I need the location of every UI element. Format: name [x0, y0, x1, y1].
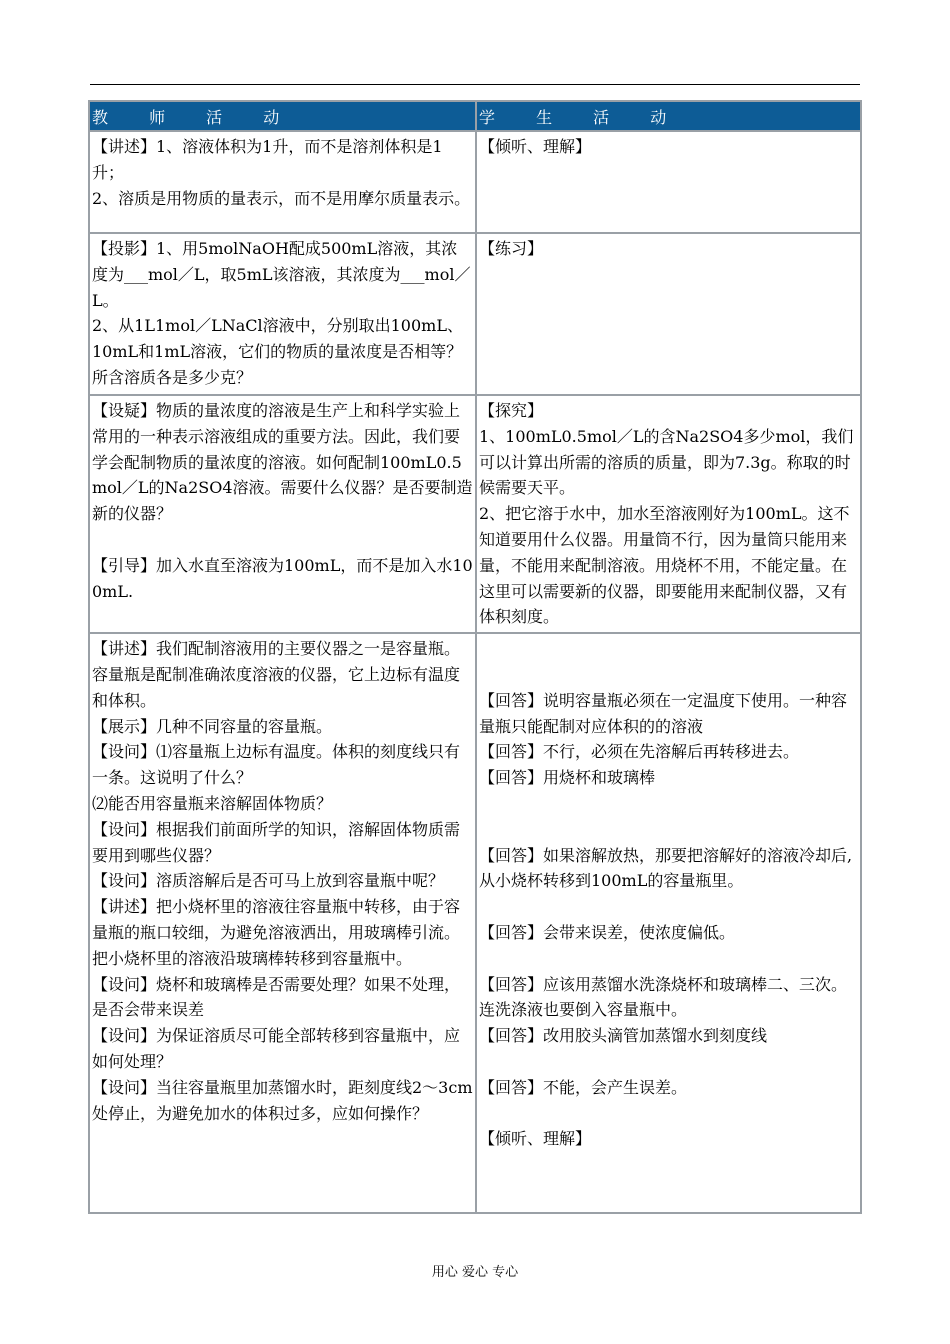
- student-paragraph: 【回答】不能，会产生误差。: [478, 1077, 687, 1097]
- teacher-activity-header: 教 师 活 动: [90, 102, 475, 130]
- teacher-paragraph: 【讲述】把小烧杯里的溶液往容量瓶中转移，由于容量瓶的瓶口较细，为避免溶液洒出，用玻璃棒引流。把小烧杯里的溶液沿玻璃棒转移到容量瓶中。: [92, 897, 461, 968]
- student-paragraph: [479, 636, 858, 662]
- student-paragraph: [479, 662, 858, 688]
- teacher-activity-cell: [90, 132, 475, 232]
- teacher-paragraph: 【引导】加入水直至溶液为100mL，而不是加入水100mL.: [92, 555, 473, 601]
- student-paragraph: [479, 894, 858, 920]
- teacher-paragraph: 【设问】烧杯和玻璃棒是否需要处理？如果不处理，是否会带来误差: [92, 974, 461, 1020]
- table-row: [90, 132, 860, 232]
- student-paragraph: [479, 1101, 858, 1127]
- student-paragraph: 【回答】用烧杯和玻璃棒: [478, 768, 655, 788]
- student-paragraph: 【回答】如果溶解放热，那要把溶解好的溶液冷却后,从小烧杯转移到100mL的容量瓶里。: [478, 845, 853, 891]
- teacher-paragraph: ⑵能否用容量瓶来溶解固体物质？: [92, 793, 333, 813]
- teacher-paragraph: 【设问】为保证溶质尽可能全部转移到容量瓶中，应如何处理？: [92, 1026, 461, 1071]
- teacher-paragraph: 【讲述】1、溶液体积为1升，而不是溶剂体积是1升；: [92, 137, 443, 182]
- teacher-paragraph: 【设问】根据我们前面所学的知识，溶解固体物质需要用到哪些仪器？: [92, 819, 461, 865]
- teacher-paragraph: 2、从1L1mol／LNaCl溶液中，分别取出100mL、10mL和1mL溶液，它们的物质的量浓度是否相等？所含溶质各是多少克？: [92, 316, 463, 387]
- top-rule: [90, 84, 860, 85]
- student-paragraph: [479, 1049, 858, 1075]
- teacher-paragraph: 【展示】几种不同容量的容量瓶。: [92, 716, 333, 736]
- teacher-paragraph: 【投影】1、用5molNaOH配成500mL溶液，其浓度为___mol／L，取5mL该溶液，其浓度为___mol／L。: [92, 239, 471, 310]
- student-paragraph: 【探究】: [478, 401, 543, 420]
- student-paragraph: 【回答】应该用蒸馏水洗涤烧杯和玻璃棒二、三次。连洗涤液也要倒入容量瓶中。: [478, 974, 847, 1020]
- teacher-paragraph: 【设问】⑴容量瓶上边标有温度。体积的刻度线只有一条。这说明了什么？: [92, 742, 461, 788]
- teacher-paragraph: 【设疑】物质的量浓度的溶液是生产上和科学实验上常用的一种表示溶液组成的重要方法。因此，我们要学会配制物质的量浓度的溶液。如何配制100mL0.5mol／L的Na2SO4溶液。需要什么仪器？是否要制造新的仪器？: [92, 401, 473, 524]
- teacher-paragraph: 【讲述】我们配制溶液用的主要仪器之一是容量瓶。容量瓶是配制准确浓度溶液的仪器，它上边标有温度和体积。: [92, 639, 461, 710]
- student-paragraph: 【回答】说明容量瓶必须在一定温度下使用。一种容量瓶只能配制对应体积的的溶液: [478, 690, 847, 736]
- student-activity-cell: [477, 234, 860, 394]
- student-activity-cell: [477, 634, 860, 1212]
- student-paragraph: [479, 791, 858, 817]
- student-activity-cell: [477, 132, 860, 232]
- table-header-row: [90, 102, 860, 130]
- student-paragraph: [479, 817, 858, 843]
- teacher-paragraph: 【设问】当往容量瓶里加蒸馏水时，距刻度线2～3cm处停止，为避免加水的体积过多，应如何操作？: [92, 1077, 473, 1123]
- student-paragraph: 2、把它溶于水中，加水至溶液刚好为100mL。这不知道要用什么仪器。用量筒不行，因为量筒只能用来量，不能用来配制溶液。用烧杯不用，不能定量。在这里可以需要新的仪器，即要能用来配制仪器，又有体积刻度。: [478, 504, 850, 627]
- student-activity-cell: [477, 396, 860, 632]
- student-paragraph: 【倾听、理解】: [478, 1129, 591, 1149]
- student-paragraph: 1、100mL0.5mol／L的含Na2SO4多少mol，我们可以计算出所需的溶质的质量，即为7.3g。称取的时候需要天平。: [478, 426, 854, 498]
- teacher-activity-cell: [90, 234, 475, 394]
- teacher-paragraph: 2、溶质是用物质的量表示，而不是用摩尔质量表示。: [92, 188, 471, 208]
- table-row: [90, 634, 860, 1212]
- student-paragraph: [479, 946, 858, 972]
- teacher-paragraph: 【设问】溶质溶解后是否可马上放到容量瓶中呢？: [92, 871, 445, 891]
- student-paragraph: 【练习】: [478, 239, 543, 258]
- teacher-activity-cell: [90, 634, 475, 1212]
- teacher-activity-cell: [90, 396, 475, 632]
- student-activity-header: 学 生 活 动: [477, 102, 860, 130]
- table-row: [90, 396, 860, 632]
- student-paragraph: 【回答】会带来误差，使浓度偏低。: [478, 922, 735, 942]
- teacher-paragraph: [92, 527, 473, 553]
- student-paragraph: 【回答】不行，必须在先溶解后再转移进去。: [478, 742, 799, 762]
- table-row: [90, 234, 860, 394]
- student-paragraph: 【回答】改用胶头滴管加蒸馏水到刻度线: [478, 1026, 767, 1046]
- student-paragraph: 【倾听、理解】: [478, 137, 591, 156]
- page-footer: 用心 爱心 专心: [431, 1265, 519, 1280]
- lesson-table: [88, 100, 862, 1214]
